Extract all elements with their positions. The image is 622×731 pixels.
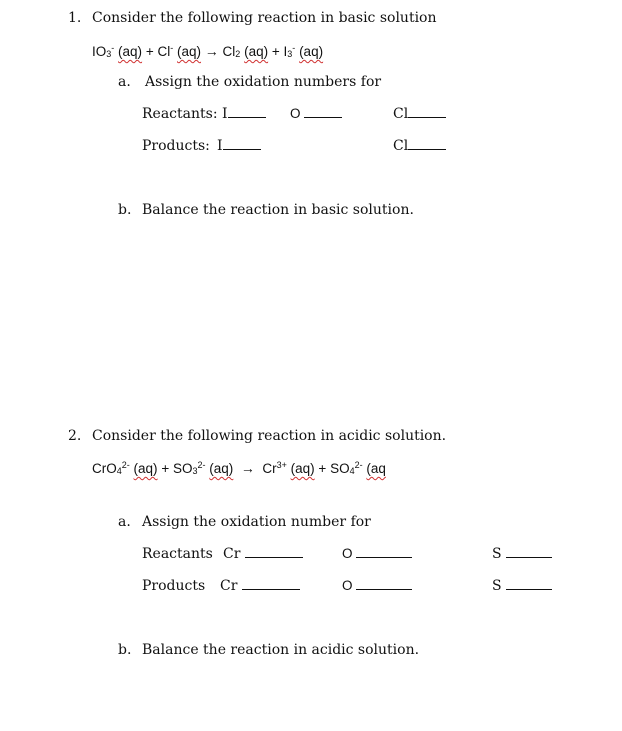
question-2b-label: b. bbox=[118, 642, 132, 658]
question-1b-text: Balance the reaction in basic solution. bbox=[142, 202, 414, 218]
q2-product-oxygen: O bbox=[342, 578, 412, 593]
q2-product-sulfur-blank[interactable] bbox=[506, 579, 552, 590]
q1-products-label: Products: bbox=[142, 138, 210, 154]
q1-reactants-label: Reactants: bbox=[142, 106, 218, 122]
reaction-arrow-icon: → bbox=[204, 43, 219, 59]
question-2a-label: a. bbox=[118, 514, 131, 530]
question-1-number: 1. bbox=[68, 10, 82, 26]
q1-product-chlorine-blank[interactable] bbox=[408, 139, 446, 150]
question-1-prompt: Consider the following reaction in basic solution bbox=[92, 10, 437, 26]
q2-reactant-chromium-blank[interactable] bbox=[245, 547, 303, 558]
q1-reactant-iodine: I bbox=[222, 106, 266, 122]
q2-products-label: Products bbox=[142, 578, 206, 594]
q1-reactant-chlorine-blank[interactable] bbox=[408, 107, 446, 118]
question-2-number: 2. bbox=[68, 428, 82, 444]
q1-product-iodine: I bbox=[217, 138, 261, 154]
q2-reactant-oxygen-blank[interactable] bbox=[356, 547, 412, 558]
question-2a-text: Assign the oxidation number for bbox=[142, 514, 371, 530]
q1-reactant-oxygen: O bbox=[290, 106, 342, 121]
q2-reactant-chromium: Cr bbox=[223, 546, 303, 562]
q2-product-oxygen-blank[interactable] bbox=[356, 579, 412, 590]
question-1a-text: Assign the oxidation numbers for bbox=[145, 74, 382, 90]
q2-reactant-oxygen: O bbox=[342, 546, 412, 561]
q2-product-sulfur: S bbox=[492, 578, 552, 594]
q2-reactant-sulfur: S bbox=[492, 546, 552, 562]
question-2b-text: Balance the reaction in acidic solution. bbox=[142, 642, 420, 658]
q2-product-chromium: Cr bbox=[220, 578, 300, 594]
q2-product-chromium-blank[interactable] bbox=[242, 579, 300, 590]
q1-reactant-oxygen-blank[interactable] bbox=[304, 107, 342, 118]
q1-product-chlorine: Cl bbox=[393, 138, 446, 154]
q1-reactant-chlorine: Cl bbox=[393, 106, 446, 122]
q2-reactants-label: Reactants bbox=[142, 546, 213, 562]
question-1a-label: a. bbox=[118, 74, 131, 90]
q2-reactant-sulfur-blank[interactable] bbox=[506, 547, 552, 558]
question-1b-label: b. bbox=[118, 202, 132, 218]
question-2-equation: CrO$_4^{2-}$ $(aq) + SO_3^{2-}$ $(aq) \to Cr^{3+}$ $(aq) + SO_4^{2-}$ (aq bbox=[92, 460, 386, 476]
reaction-arrow-icon: → bbox=[240, 460, 255, 476]
q1-product-iodine-blank[interactable] bbox=[223, 139, 261, 150]
question-2-prompt: Consider the following reaction in acidic solution. bbox=[92, 428, 447, 444]
question-1-equation: $IO_3^-$ (aq) + Cl- $(aq) \to Cl_2$ $(aq) + I_3^-$ (aq) bbox=[92, 43, 324, 59]
q1-reactant-iodine-blank[interactable] bbox=[228, 107, 266, 118]
